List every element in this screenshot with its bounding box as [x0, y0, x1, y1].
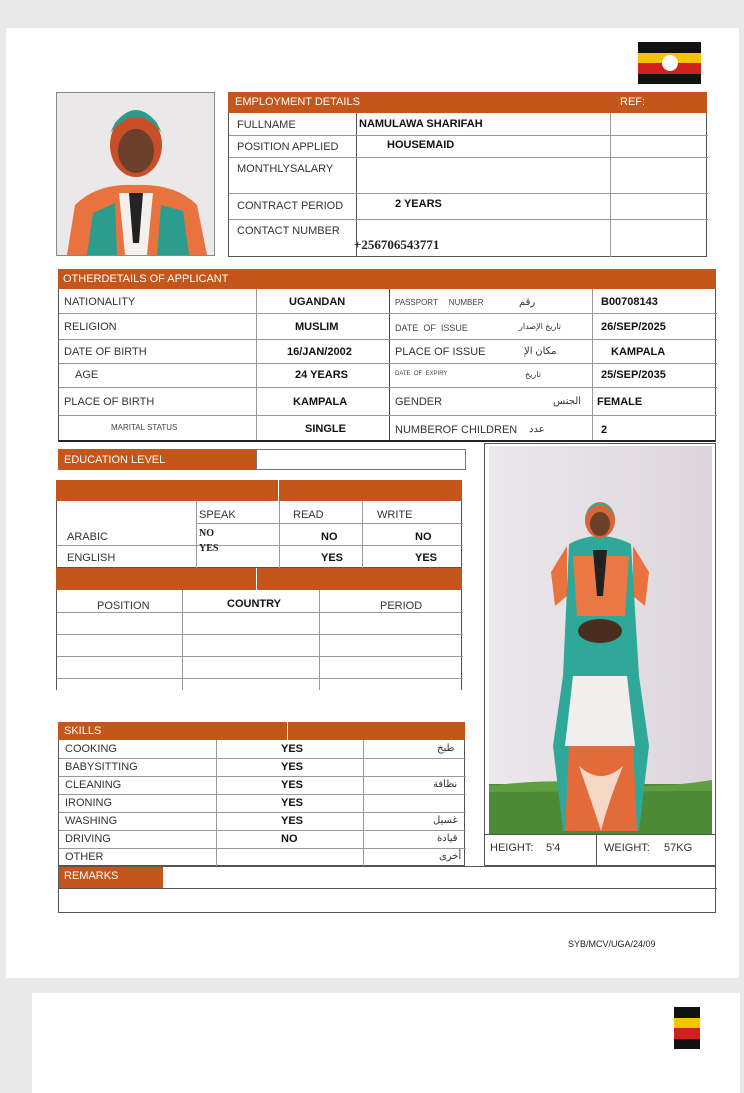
religion-label: RELIGION [64, 321, 117, 333]
date-of-expiry-ar-label: تاريخ [525, 370, 541, 379]
arabic-label: ARABIC [67, 531, 108, 543]
uganda-flag-icon-2 [674, 1007, 700, 1049]
other-details-table [58, 289, 716, 442]
weight-value: 57KG [664, 842, 693, 854]
gender-value: FEMALE [597, 396, 643, 408]
read-column-header: READ [293, 509, 324, 521]
position-column-header: POSITION [97, 600, 150, 612]
remarks-box [58, 866, 716, 913]
contact-number-value: +256706543771 [354, 237, 440, 252]
date-of-expiry-label: DATE OF EXPIRY [395, 371, 448, 377]
next-page [32, 993, 740, 1093]
english-speak: YES [199, 543, 219, 554]
age-label: AGE [75, 369, 99, 381]
skill-cooking-label: COOKING [65, 743, 117, 755]
skills-header: SKILLS [58, 722, 465, 740]
gender-ar-label: الجنس [553, 396, 582, 407]
document-code: SYB/MCV/UGA/24/09 [568, 939, 656, 949]
monthly-salary-label: MONTHLYSALARY [237, 163, 334, 175]
skill-washing-label: WASHING [65, 815, 118, 827]
skill-other-ar-label: أخرى [439, 851, 462, 862]
skill-driving-label: DRIVING [65, 833, 111, 845]
country-column-header: COUNTRY [227, 598, 281, 610]
contract-period-value: 2 YEARS [395, 198, 442, 210]
place-of-issue-label: PLACE OF ISSUE [395, 346, 486, 358]
experience-table [56, 590, 462, 690]
gender-label: GENDER [395, 396, 443, 408]
employment-table [228, 113, 707, 257]
nationality-label: NATIONALITY [64, 296, 136, 308]
number-of-children-value: 2 [601, 424, 608, 436]
applicant-full-body-photo [489, 446, 712, 834]
skill-cleaning-ar-label: نظافة [433, 779, 458, 790]
height-label: HEIGHT: [490, 842, 534, 854]
education-level-header: EDUCATION LEVEL [58, 449, 256, 470]
period-column-header: PERIOD [380, 600, 423, 612]
skill-driving-value: NO [281, 833, 298, 845]
height-value: 5'4 [546, 842, 561, 854]
place-of-issue-value: KAMPALA [611, 346, 666, 358]
applicant-portrait-photo [56, 92, 215, 256]
fullname-value: NAMULAWA SHARIFAH [359, 118, 483, 130]
dob-value: 16/JAN/2002 [287, 346, 352, 358]
skill-cleaning-label: CLEANING [65, 779, 122, 791]
date-of-issue-ar-label: تاريخ الإصدار [519, 322, 562, 331]
skills-table [58, 740, 465, 866]
position-applied-label: POSITION APPLIED [237, 141, 339, 153]
language-table [56, 501, 462, 568]
skill-washing-value: YES [281, 815, 304, 827]
number-of-children-label: NUMBEROF CHILDREN [395, 424, 518, 436]
arabic-speak: NO [199, 528, 214, 539]
cv-page [6, 28, 739, 978]
arabic-write: NO [415, 531, 432, 543]
skill-other-label: OTHER [65, 851, 104, 863]
ref-label: REF: [620, 96, 646, 108]
date-of-expiry-value: 25/SEP/2035 [601, 369, 666, 381]
other-details-header: OTHERDETAILS OF APPLICANT [58, 269, 716, 289]
uganda-flag-icon [638, 42, 701, 84]
marital-status-label: MARITAL STATUS [111, 423, 178, 432]
contact-number-label: CONTACT NUMBER [237, 225, 340, 237]
skill-babysitting-value: YES [281, 761, 304, 773]
employment-details-header: EMPLOYMENT DETAILS REF: [228, 92, 707, 113]
date-of-issue-value: 26/SEP/2025 [601, 321, 666, 333]
skill-cooking-value: YES [281, 743, 304, 755]
english-read: YES [321, 552, 344, 564]
dob-label: DATE OF BIRTH [64, 346, 147, 358]
place-of-birth-value: KAMPALA [293, 396, 348, 408]
skill-cooking-ar-label: طبخ [437, 743, 455, 754]
english-label: ENGLISH [67, 552, 116, 564]
skill-cleaning-value: YES [281, 779, 304, 791]
skill-driving-ar-label: قيادة [437, 833, 458, 844]
fullname-label: FULLNAME [237, 119, 296, 131]
marital-status-value: SINGLE [305, 423, 346, 435]
language-table-header [56, 480, 462, 501]
remarks-header: REMARKS [58, 866, 163, 888]
passport-number-ar-label: رقم [519, 297, 536, 308]
passport-number-value: B00708143 [601, 296, 658, 308]
skill-washing-ar-label: غسيل [433, 815, 458, 826]
position-applied-value: HOUSEMAID [387, 139, 455, 151]
experience-table-header [56, 568, 462, 590]
weight-label: WEIGHT: [604, 842, 650, 854]
write-column-header: WRITE [377, 509, 413, 521]
speak-column-header: SPEAK [199, 509, 236, 521]
skill-babysitting-label: BABYSITTING [65, 761, 138, 773]
english-write: YES [415, 552, 438, 564]
arabic-read: NO [321, 531, 338, 543]
place-of-issue-ar-label: مكان الإ [524, 346, 557, 357]
skill-ironing-label: IRONING [65, 797, 113, 809]
contract-period-label: CONTRACT PERIOD [237, 200, 344, 212]
number-of-children-ar-label: عدد [529, 424, 545, 435]
passport-number-label: PASSPORT NUMBER [395, 298, 484, 307]
education-level-value [256, 449, 466, 470]
place-of-birth-label: PLACE OF BIRTH [64, 396, 155, 408]
religion-value: MUSLIM [295, 321, 339, 333]
date-of-issue-label: DATE OF ISSUE [395, 323, 468, 333]
skill-ironing-value: YES [281, 797, 304, 809]
age-value: 24 YEARS [295, 369, 348, 381]
nationality-value: UGANDAN [289, 296, 346, 308]
